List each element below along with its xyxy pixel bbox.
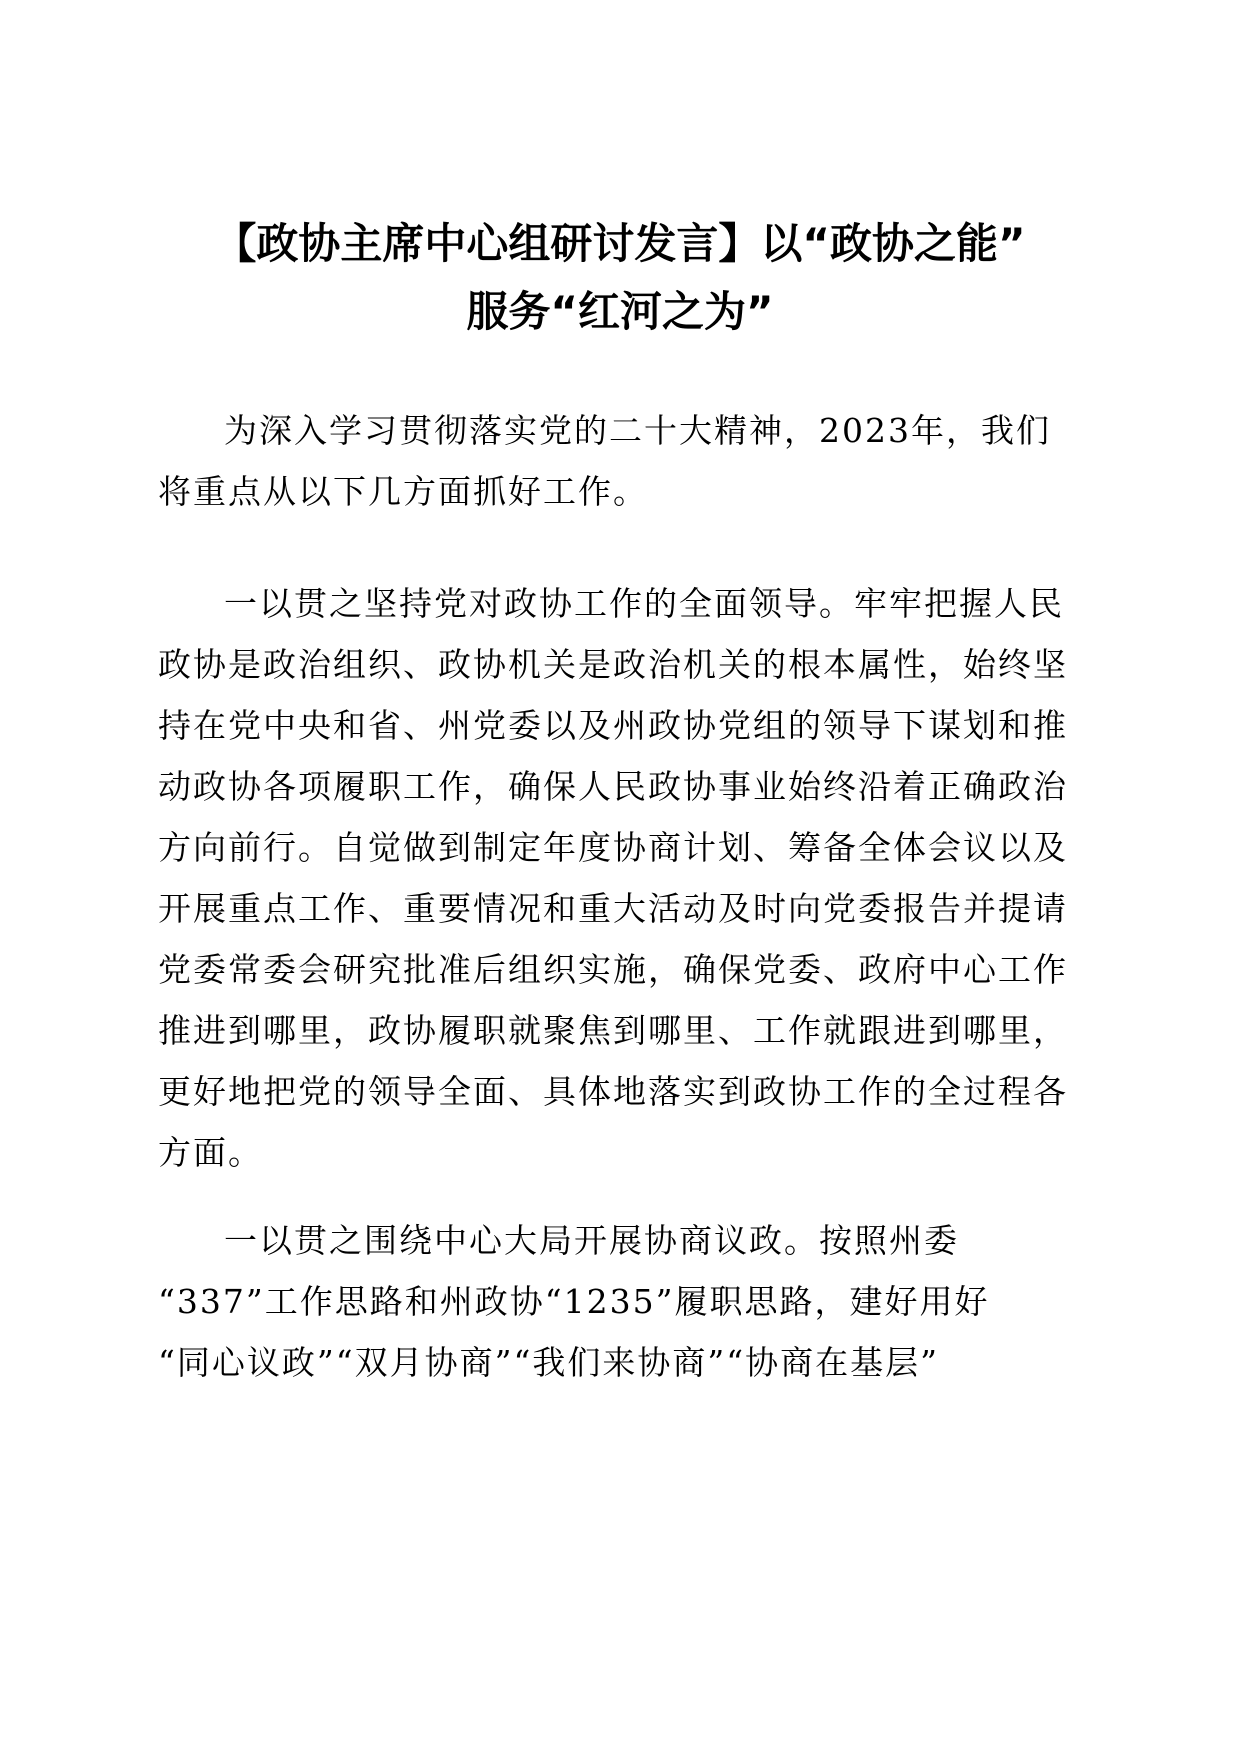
paragraph-line: 一以贯之围绕中心大局开展协商议政。按照州委	[224, 1221, 959, 1260]
paragraph-line: 党委常委会研究批准后组织实施，确保党委、政府中心工作	[158, 950, 1068, 989]
paragraph-line: 持在党中央和省、州党委以及州政协党组的领导下谋划和推	[158, 706, 1068, 745]
document-title	[150, 210, 1090, 346]
paragraph-line: 一以贯之坚持党对政协工作的全面领导。牢牢把握人民	[224, 584, 1064, 623]
title-line-2: 服务“红河之为”	[466, 287, 774, 336]
paragraph-line: 方面。	[158, 1133, 263, 1172]
paragraph-line: “同心议政”“双月协商”“我们来协商”“协商在基层”	[158, 1343, 939, 1382]
paragraph-line: 动政协各项履职工作，确保人民政协事业始终沿着正确政治	[158, 767, 1068, 806]
paragraph-line: 推进到哪里，政协履职就聚焦到哪里、工作就跟进到哪里，	[158, 1011, 1068, 1050]
paragraph-party-leadership	[158, 573, 1082, 1183]
paragraph-consultation	[158, 1210, 1082, 1393]
paragraph-line: “337”工作思路和州政协“1235”履职思路，建好用好	[158, 1282, 990, 1321]
paragraph-line: 开展重点工作、重要情况和重大活动及时向党委报告并提请	[158, 889, 1068, 928]
paragraph-line: 政协是政治组织、政协机关是政治机关的根本属性，始终坚	[158, 645, 1068, 684]
paragraph-intro	[158, 400, 1082, 522]
paragraph-line: 更好地把党的领导全面、具体地落实到政协工作的全过程各	[158, 1072, 1068, 1111]
paragraph-line: 将重点从以下几方面抓好工作。	[158, 472, 648, 511]
paragraph-line: 为深入学习贯彻落实党的二十大精神，2023年，我们	[224, 411, 1051, 450]
title-line-1: 【政协主席中心组研讨发言】以“政协之能”	[214, 219, 1026, 268]
paragraph-line: 方向前行。自觉做到制定年度协商计划、筹备全体会议以及	[158, 828, 1068, 867]
